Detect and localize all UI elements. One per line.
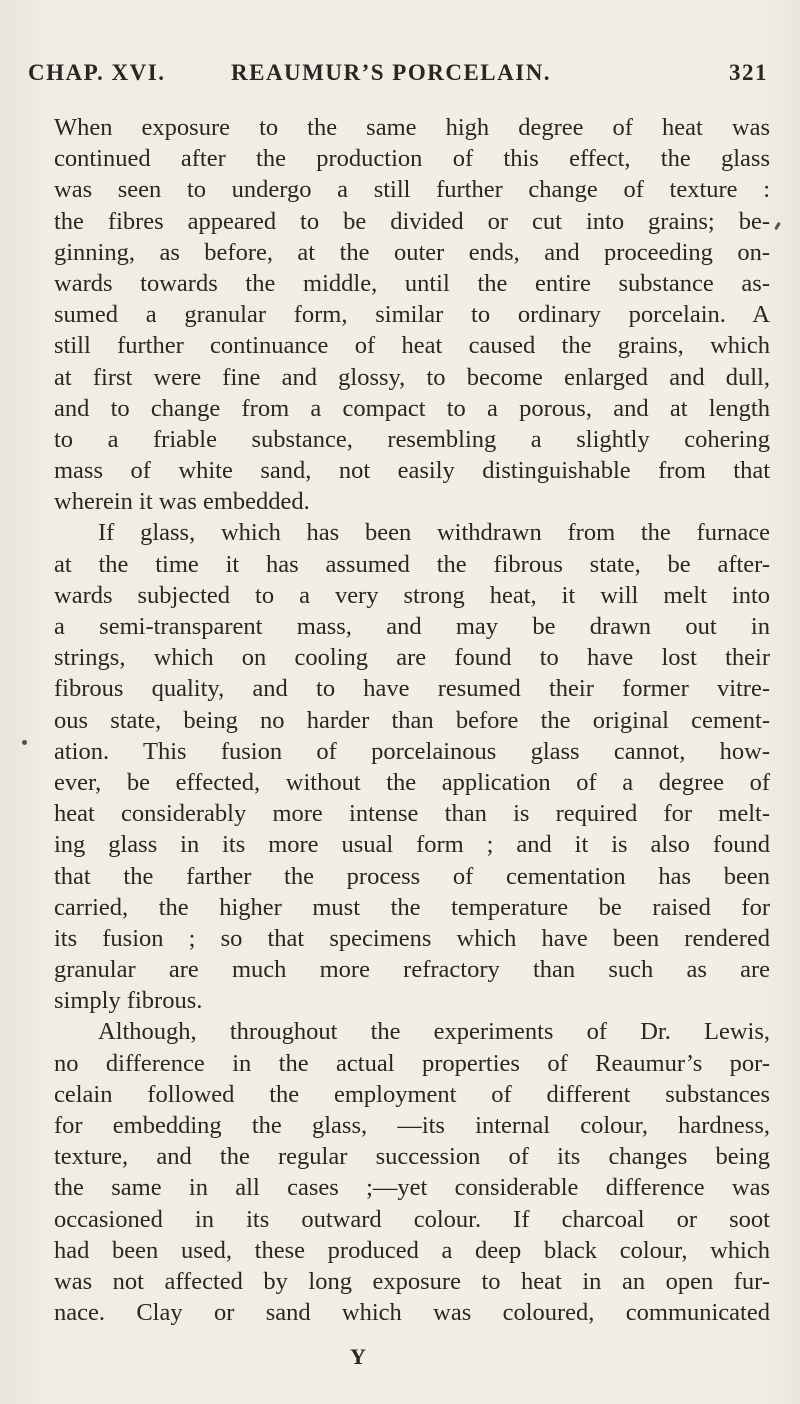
text-line: wards subjected to a very strong heat, it will melt into — [54, 581, 770, 609]
text-line: to a friable substance, resembling a slightly cohering — [54, 425, 770, 453]
text-line: ginning, as before, at the outer ends, and proceeding on- — [54, 238, 770, 266]
body-text — [54, 112, 770, 1328]
signature-mark: Y — [350, 1344, 366, 1369]
running-head — [28, 60, 768, 92]
text-line: at first were fine and glossy, to become enlarged and dull, — [54, 363, 770, 391]
text-line: ing glass in its more usual form ; and it is also found — [54, 831, 770, 859]
text-line: granular are much more refractory than such as are — [54, 956, 770, 984]
text-line: texture, and the regular succession of its changes being — [54, 1143, 770, 1171]
paragraph-end-line: simply fibrous. — [54, 987, 203, 1015]
text-line: was not affected by long exposure to heat in an open fur- — [54, 1267, 770, 1295]
text-line: strings, which on cooling are found to have lost their — [54, 644, 770, 672]
paragraph-end-line: wherein it was embedded. — [54, 488, 310, 516]
paragraph-start-line: Although, throughout the experiments of Dr. Lewis, — [98, 1018, 770, 1046]
text-line: fibrous quality, and to have resumed their former vitre- — [54, 675, 770, 703]
chapter-label: CHAP. XVI. — [28, 60, 166, 85]
text-line: continued after the production of this effect, the glass — [54, 145, 770, 173]
paragraph-start-line: If glass, which has been withdrawn from the furnace — [98, 519, 770, 547]
page-number: 321 — [729, 60, 768, 85]
text-line: sumed a granular form, similar to ordinary porcelain. A — [54, 301, 770, 329]
text-line: the same in all cases ;—yet considerable difference was — [54, 1174, 770, 1202]
text-line: celain followed the employment of different substances — [54, 1080, 770, 1108]
text-line: heat considerably more intense than is required for melt- — [54, 800, 770, 828]
text-line: the fibres appeared to be divided or cut into grains; be- — [54, 207, 770, 235]
text-line: and to change from a compact to a porous, and at length — [54, 394, 770, 422]
text-line: ation. This fusion of porcelainous glass cannot, how- — [54, 737, 770, 765]
text-line: no difference in the actual properties of Reaumur’s por- — [54, 1049, 770, 1077]
text-line: carried, the higher must the temperature be raised for — [54, 893, 770, 921]
text-line: When exposure to the same high degree of heat was — [54, 114, 770, 141]
text-line: had been used, these produced a deep black colour, which — [54, 1236, 770, 1264]
text-line: wards towards the middle, until the entire substance as- — [54, 269, 770, 297]
text-line: was seen to undergo a still further change of texture : — [54, 176, 770, 204]
text-line: occasioned in its outward colour. If charcoal or soot — [54, 1205, 770, 1233]
running-title: REAUMUR’S PORCELAIN. — [231, 60, 552, 85]
text-line: still further continuance of heat caused the grains, which — [54, 332, 770, 360]
text-line: a semi-transparent mass, and may be drawn out in — [54, 613, 770, 640]
text-line: its fusion ; so that specimens which have been rendered — [54, 924, 770, 952]
text-line: for embedding the glass, —its internal colour, hardness, — [54, 1112, 770, 1139]
text-line: that the farther the process of cementation has been — [54, 862, 770, 890]
text-line: mass of white sand, not easily distinguishable from that — [54, 457, 770, 485]
ink-speck — [22, 740, 27, 745]
text-line: ous state, being no harder than before the original cement- — [54, 706, 770, 734]
text-line: nace. Clay or sand which was coloured, communicated — [54, 1299, 770, 1327]
ink-speck — [774, 222, 781, 230]
text-line: ever, be effected, without the application of a degree of — [54, 768, 770, 796]
text-line: at the time it has assumed the fibrous state, be after- — [54, 550, 770, 578]
